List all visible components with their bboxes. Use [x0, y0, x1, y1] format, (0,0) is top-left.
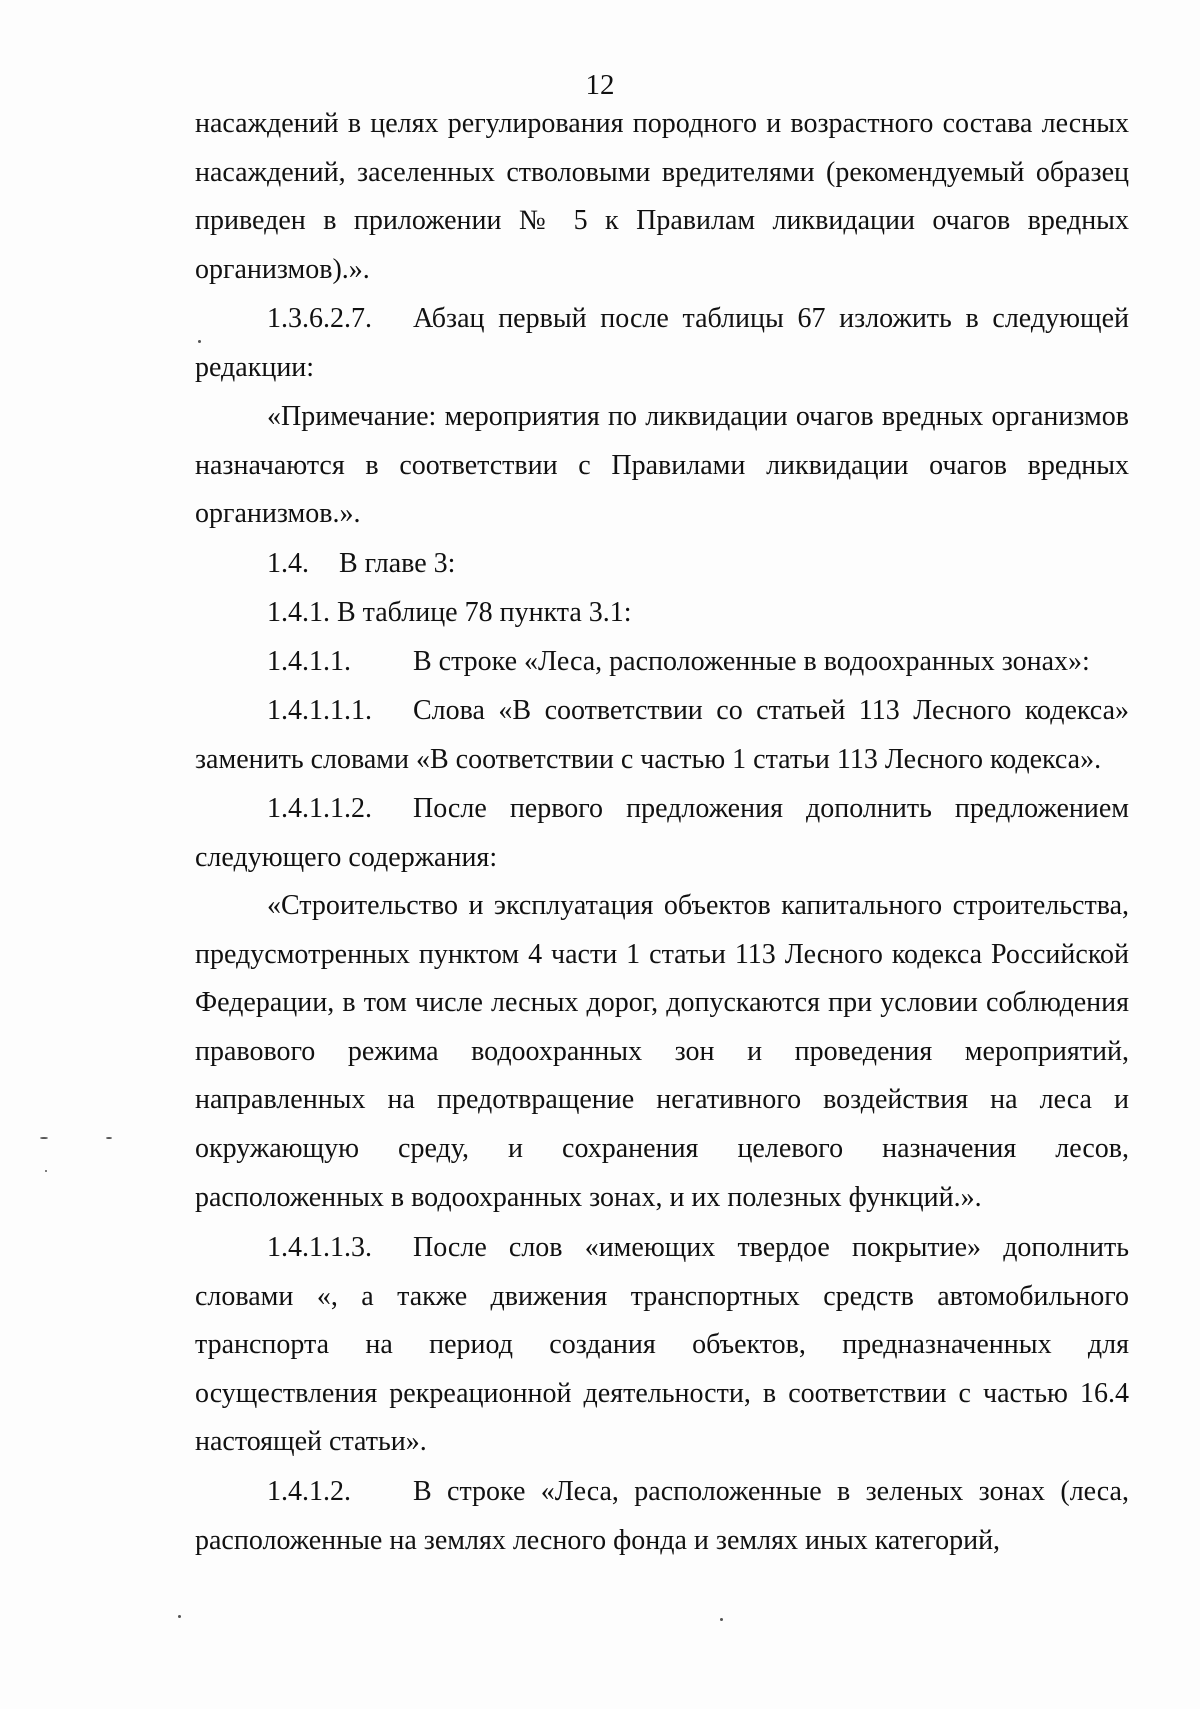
- clause-text: В главе 3:: [339, 548, 456, 579]
- clause-1-4: [195, 540, 1129, 589]
- scan-speck: [198, 340, 201, 343]
- paragraph-text: «Строительство и эксплуатация объектов капитального строительства, предусмотренных пунктом 4 части 1 статьи 113 Лесного кодекса Российской Федерации, в том числе лесных дорог, допускаются при условии соблюдения правового режима водоохранных зон и проведения мероприятий, направленных на предотвращение негативного воздействия на леса и окружающую среду, и сохранения целевого назначения лесов, расположенных в водоохранных зонах, и их полезных функций.».: [195, 890, 1129, 1213]
- paragraph-text: насаждений в целях регулирования породного и возрастного состава лесных насаждений, заселенных стволовыми вредителями (рекомендуемый образец приведен в приложении № 5 к Правилам ликвидации очагов вредных организмов).».: [195, 108, 1129, 285]
- clause-1-4-1-2: [195, 1468, 1129, 1565]
- clause-paragraph: [195, 295, 1129, 392]
- clause-1-4-1-1-1: [195, 687, 1129, 784]
- scan-speck: [106, 1137, 112, 1139]
- clause-paragraph: [195, 589, 1129, 638]
- clause-paragraph: [195, 1468, 1129, 1565]
- clause-number: 1.4.1.1.1.: [267, 695, 372, 726]
- clause-number: 1.4.1.2.: [267, 1476, 351, 1507]
- clause-text: После первого предложения дополнить предложением следующего содержания:: [195, 793, 1129, 873]
- clause-text: Абзац первый после таблицы 67 изложить в следующей редакции:: [195, 303, 1129, 383]
- clause-number: 1.4.1.1.2.: [267, 793, 372, 824]
- scan-speck: [178, 1615, 181, 1618]
- paragraph-text: «Примечание: мероприятия по ликвидации очагов вредных организмов назначаются в соответствии с Правилами ликвидации очагов вредных организмов.».: [195, 401, 1129, 530]
- page-number: 12: [585, 69, 615, 101]
- paragraph-note: [195, 393, 1129, 539]
- clause-text: В таблице 78 пункта 3.1:: [337, 597, 632, 628]
- clause-text: После слов «имеющих твердое покрытие» дополнить словами «, а также движения транспортных средств автомобильного транспорта на период создания объектов, предназначенных для осуществления рекреационной деятельности, в соответствии с частью 16.4 настоящей статьи».: [195, 1232, 1129, 1458]
- clause-number: 1.3.6.2.7.: [267, 303, 372, 334]
- scan-speck: [40, 1137, 48, 1139]
- clause-number: 1.4.1.: [267, 597, 330, 628]
- clause-paragraph: [195, 687, 1129, 784]
- scan-speck: [45, 1170, 47, 1172]
- clause-number: 1.4.: [267, 548, 309, 579]
- clause-1-4-1-1-2: [195, 785, 1129, 882]
- clause-text: В строке «Леса, расположенные в зеленых зонах (леса, расположенные на землях лесного фонда и землях иных категорий,: [195, 1476, 1129, 1556]
- clause-text: В строке «Леса, расположенные в водоохранных зонах»:: [413, 646, 1090, 677]
- paragraph-continuation: [195, 100, 1129, 294]
- clause-paragraph: [195, 785, 1129, 882]
- clause-text: Слова «В соответствии со статьей 113 Лесного кодекса» заменить словами «В соответствии с частью 1 статьи 113 Лесного кодекса».: [195, 695, 1129, 775]
- clause-1-4-1-1-3: [195, 1224, 1129, 1467]
- paragraph-insertion: [195, 882, 1129, 1222]
- clause-1-3-6-2-7: [195, 295, 1129, 392]
- clause-paragraph: [195, 540, 1129, 589]
- scan-speck: [720, 1618, 723, 1621]
- clause-number: 1.4.1.1.: [267, 646, 351, 677]
- clause-1-4-1: [195, 589, 1129, 638]
- clause-paragraph: [195, 638, 1129, 687]
- clause-number: 1.4.1.1.3.: [267, 1232, 372, 1263]
- clause-paragraph: [195, 1224, 1129, 1467]
- clause-1-4-1-1: [195, 638, 1129, 687]
